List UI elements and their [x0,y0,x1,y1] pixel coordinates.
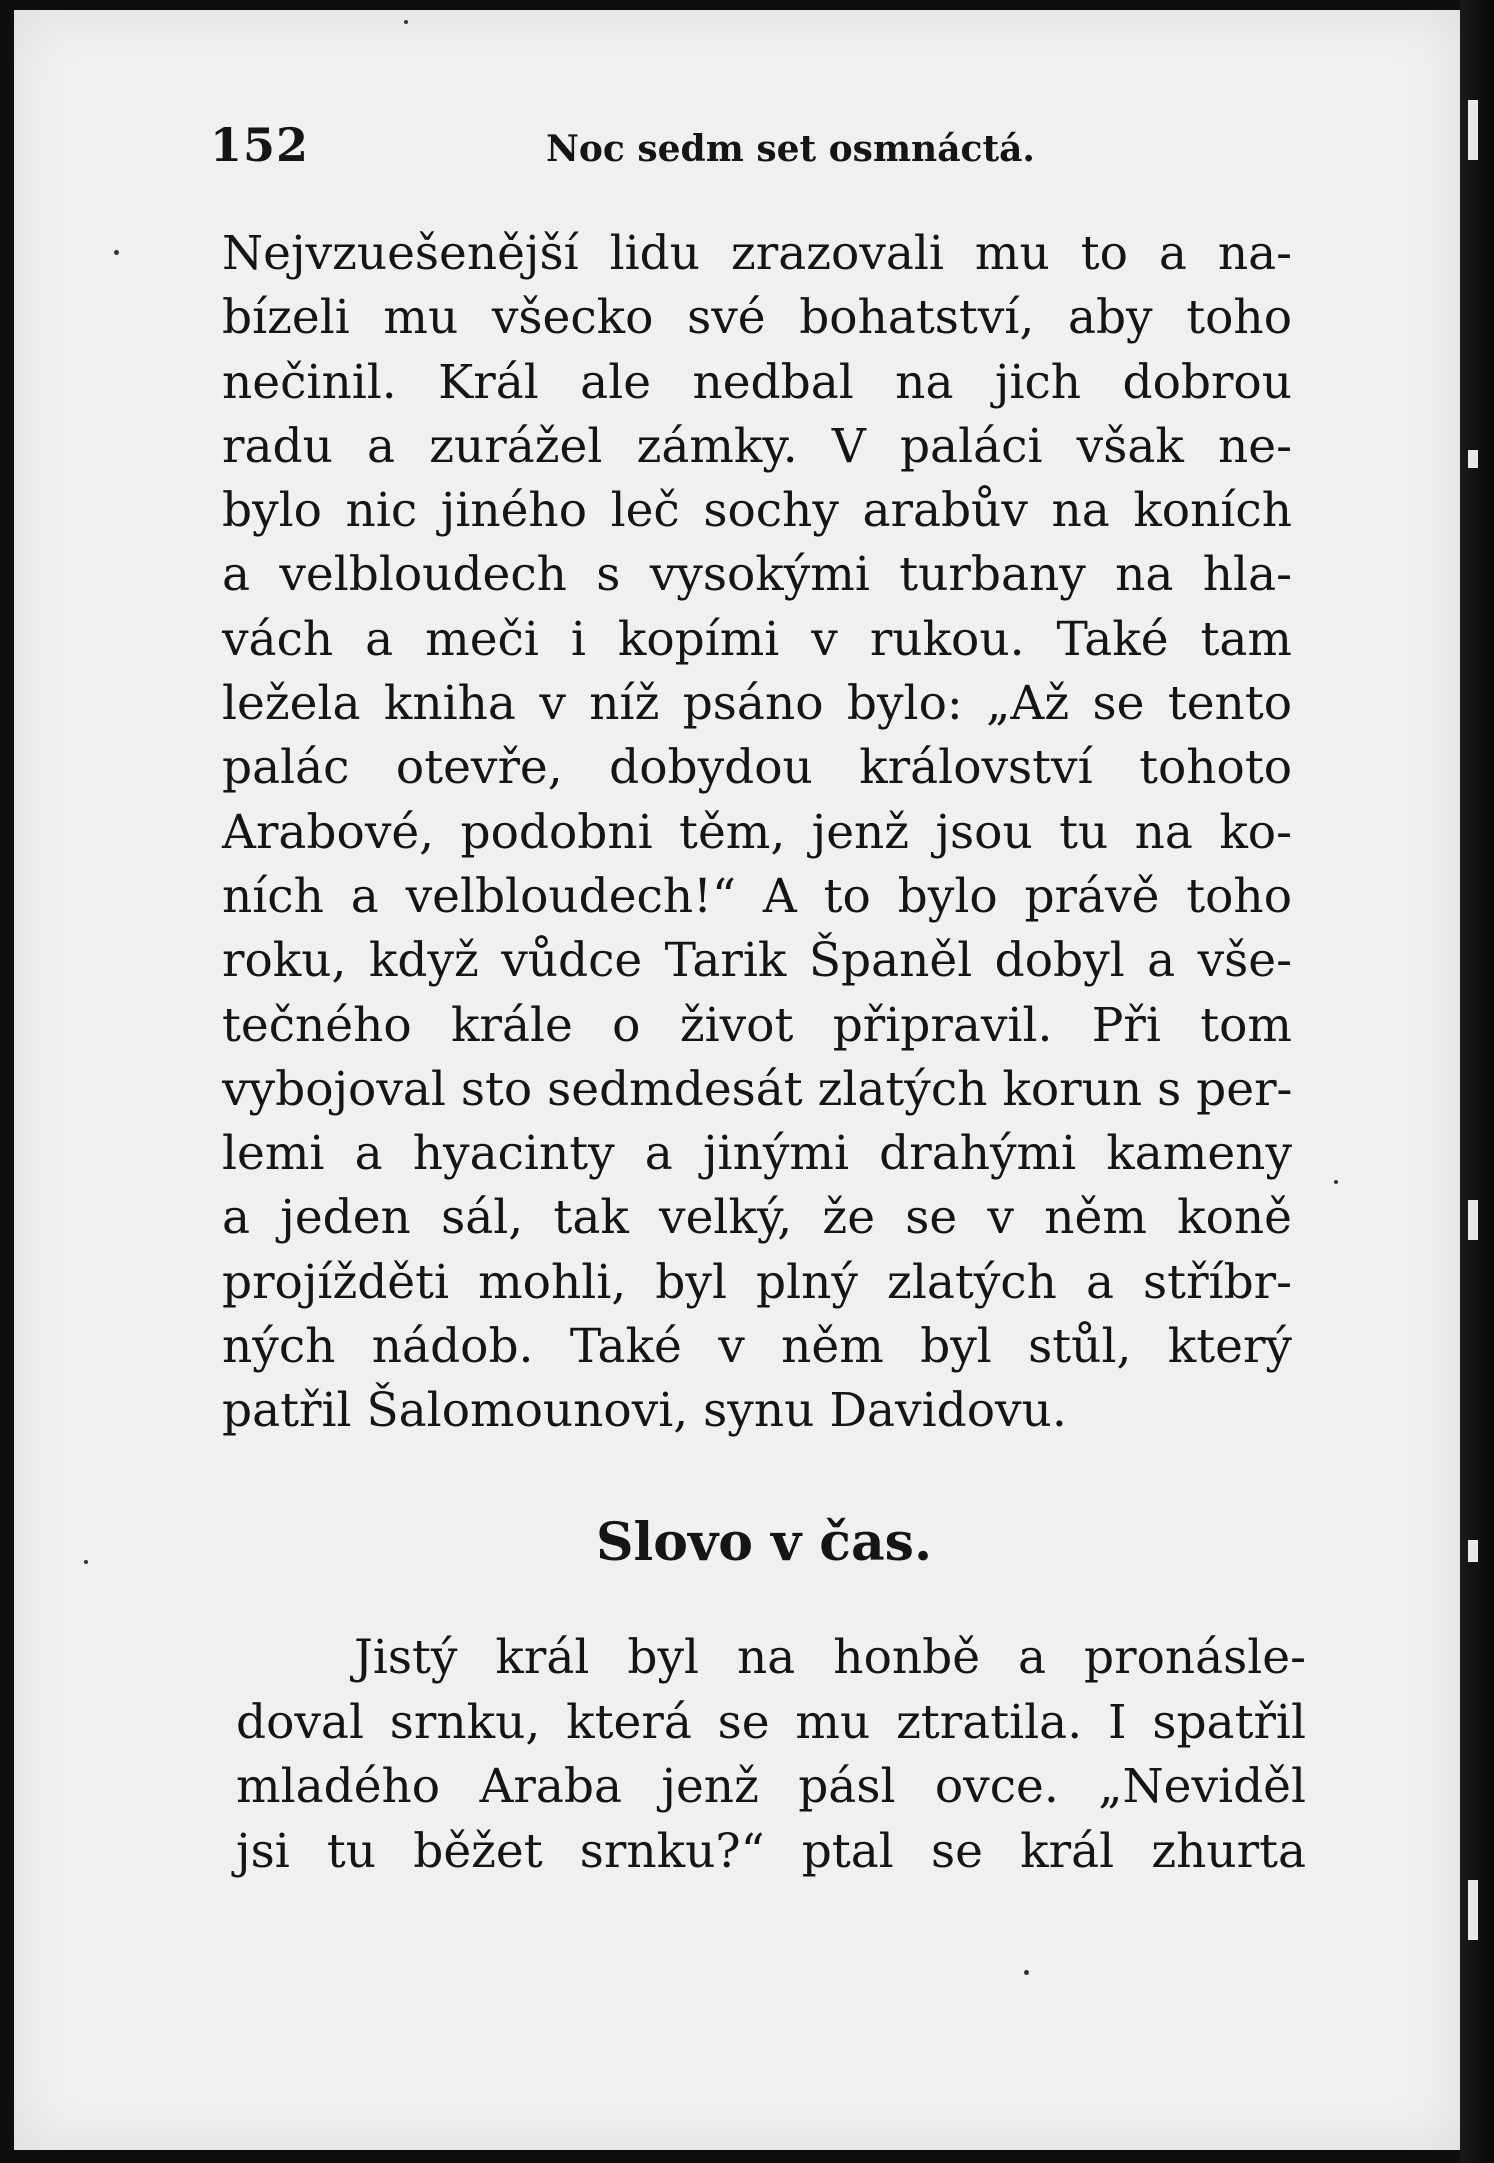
text-line: a jeden sál, tak velký, že se v něm koně [222,1190,1292,1246]
edge-mark [1468,1880,1478,1940]
text-line: projížděti mohli, byl plný zlatých a stříbr- [222,1254,1292,1310]
text-line: vách a meči i kopími v rukou. Také tam [222,611,1292,667]
ink-speck [1024,1970,1029,1975]
text-line: ných nádob. Také v něm byl stůl, který [222,1319,1292,1375]
text-line: roku, když vůdce Tarik Španěl dobyl a vše- [222,933,1292,989]
page-number: 152 [210,118,310,172]
ink-speck [1334,1180,1338,1184]
section-title: Slovo v čas. [596,1512,933,1573]
ink-speck [404,20,408,24]
text-line: bízeli mu všecko své bohatství, aby toho [222,290,1292,346]
edge-mark [1468,1200,1478,1240]
text-line: Nejvzuešenější lidu zrazovali mu to a na- [222,226,1292,281]
text-line: ležela kniha v níž psáno bylo: „Až se tento [222,676,1292,732]
text-line: mladého Araba jenž pásl ovce. „Neviděl [236,1759,1306,1814]
paragraph-2 [236,1626,1306,1884]
edge-mark [1468,450,1478,468]
text-line: vybojoval sto sedmdesát zlatých korun s per- [222,1061,1293,1117]
text-line: nečinil. Král ale nedbal na jich dobrou [222,354,1292,410]
running-title: Noc sedm set osmnáctá. [546,128,1035,170]
text-line: tečného krále o život připravil. Při tom [222,997,1292,1053]
text-line: palác otevře, dobydou království tohoto [222,740,1292,796]
text-line: doval srnku, která se mu ztratila. I spatřil [236,1694,1306,1750]
page-header [210,118,1310,178]
text-line: radu a zurážel zámky. V paláci však ne- [222,418,1292,474]
ink-speck [114,250,119,255]
ink-speck [84,1560,88,1564]
text-line: lemi a hyacinty a jinými drahými kameny [222,1126,1292,1182]
text-line: jsi tu běžet srnku?“ ptal se král zhurta [236,1823,1306,1879]
text-line: a velbloudech s vysokými turbany na hla- [222,547,1292,603]
edge-mark [1468,100,1478,160]
paragraph-1 [222,222,1292,1444]
text-line: patřil Šalomounovi, synu Davidovu. [222,1383,1067,1439]
text-line: bylo nic jiného leč sochy arabův na koních [222,483,1292,539]
text-line: ních a velbloudech!“ A to bylo právě toho [222,868,1292,924]
text-line: Arabové, podobni těm, jenž jsou tu na ko- [222,804,1292,860]
page-edge-shadow [1460,0,1494,2163]
edge-mark [1468,1540,1478,1562]
text-line: Jistý král byl na honbě a pronásle- [354,1630,1306,1685]
